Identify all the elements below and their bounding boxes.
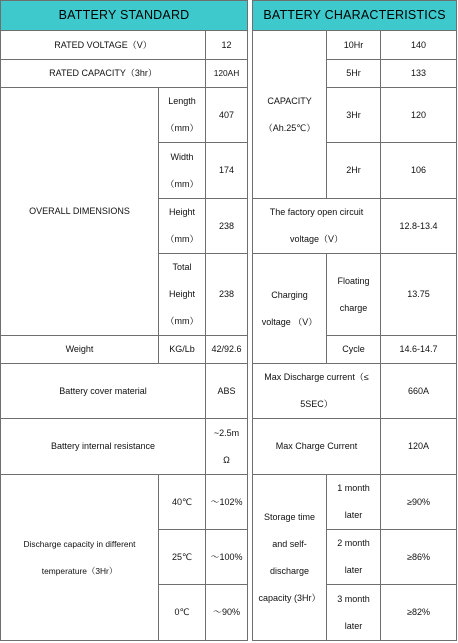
capacity-value: 133 xyxy=(381,60,457,88)
capacity-value: 120 xyxy=(381,88,457,143)
storage-value: ≥82% xyxy=(381,585,457,641)
storage-value: ≥86% xyxy=(381,530,457,585)
capacity-label: CAPACITY （Ah.25℃） xyxy=(253,31,327,199)
storage-period: 3 month later xyxy=(327,585,381,641)
capacity-rate: 5Hr xyxy=(327,60,381,88)
charging-voltage-label: Charging voltage （V） xyxy=(253,254,327,364)
cycle-value: 14.6-14.7 xyxy=(381,336,457,364)
total-height-value: 238 xyxy=(206,254,248,336)
length-label: Length （mm） xyxy=(159,88,206,143)
battery-standard-header: BATTERY STANDARD xyxy=(1,1,248,31)
width-label: Width （mm） xyxy=(159,143,206,199)
rated-voltage-value: 12 xyxy=(206,31,248,60)
discharge-temperature-label: Discharge capacity in different temperature（3Hr） xyxy=(1,475,159,641)
internal-resistance-value: ~2.5m Ω xyxy=(206,419,248,475)
rated-voltage-label: RATED VOLTAGE（V） xyxy=(1,31,206,60)
weight-unit: KG/Lb xyxy=(159,336,206,364)
overall-dimensions-label: OVERALL DIMENSIONS xyxy=(1,88,159,336)
total-height-label: Total Height （mm） xyxy=(159,254,206,336)
rated-capacity-label: RATED CAPACITY（3hr） xyxy=(1,60,206,88)
storage-period: 2 month later xyxy=(327,530,381,585)
capacity-value: 106 xyxy=(381,143,457,199)
capacity-rate: 3Hr xyxy=(327,88,381,143)
capacity-rate: 2Hr xyxy=(327,143,381,199)
max-discharge-value: 660A xyxy=(381,364,457,419)
temperature-cell: 0℃ xyxy=(159,585,206,641)
discharge-value: ～102% xyxy=(206,475,248,530)
open-circuit-label: The factory open circuit voltage（V） xyxy=(253,199,381,254)
cover-material-value: ABS xyxy=(206,364,248,419)
max-charge-value: 120A xyxy=(381,419,457,475)
capacity-rate: 10Hr xyxy=(327,31,381,60)
cycle-label: Cycle xyxy=(327,336,381,364)
length-value: 407 xyxy=(206,88,248,143)
storage-value: ≥90% xyxy=(381,475,457,530)
floating-charge-label: Floating charge xyxy=(327,254,381,336)
temperature-cell: 40℃ xyxy=(159,475,206,530)
weight-label: Weight xyxy=(1,336,159,364)
rated-capacity-value: 120AH xyxy=(206,60,248,88)
battery-characteristics-header: BATTERY CHARACTERISTICS xyxy=(253,1,457,31)
weight-value: 42/92.6 xyxy=(206,336,248,364)
capacity-value: 140 xyxy=(381,31,457,60)
open-circuit-value: 12.8-13.4 xyxy=(381,199,457,254)
temperature-cell: 25℃ xyxy=(159,530,206,585)
internal-resistance-label: Battery internal resistance xyxy=(1,419,206,475)
height-label: Height （mm） xyxy=(159,199,206,254)
discharge-value: ～100% xyxy=(206,530,248,585)
discharge-value: ～90% xyxy=(206,585,248,641)
cover-material-label: Battery cover material xyxy=(1,364,206,419)
max-charge-label: Max Charge Current xyxy=(253,419,381,475)
max-discharge-label: Max Discharge current（≤ 5SEC） xyxy=(253,364,381,419)
width-value: 174 xyxy=(206,143,248,199)
height-value: 238 xyxy=(206,199,248,254)
storage-period: 1 month later xyxy=(327,475,381,530)
storage-label: Storage time and self- discharge capacity (3Hr） xyxy=(253,475,327,641)
floating-charge-value: 13.75 xyxy=(381,254,457,336)
